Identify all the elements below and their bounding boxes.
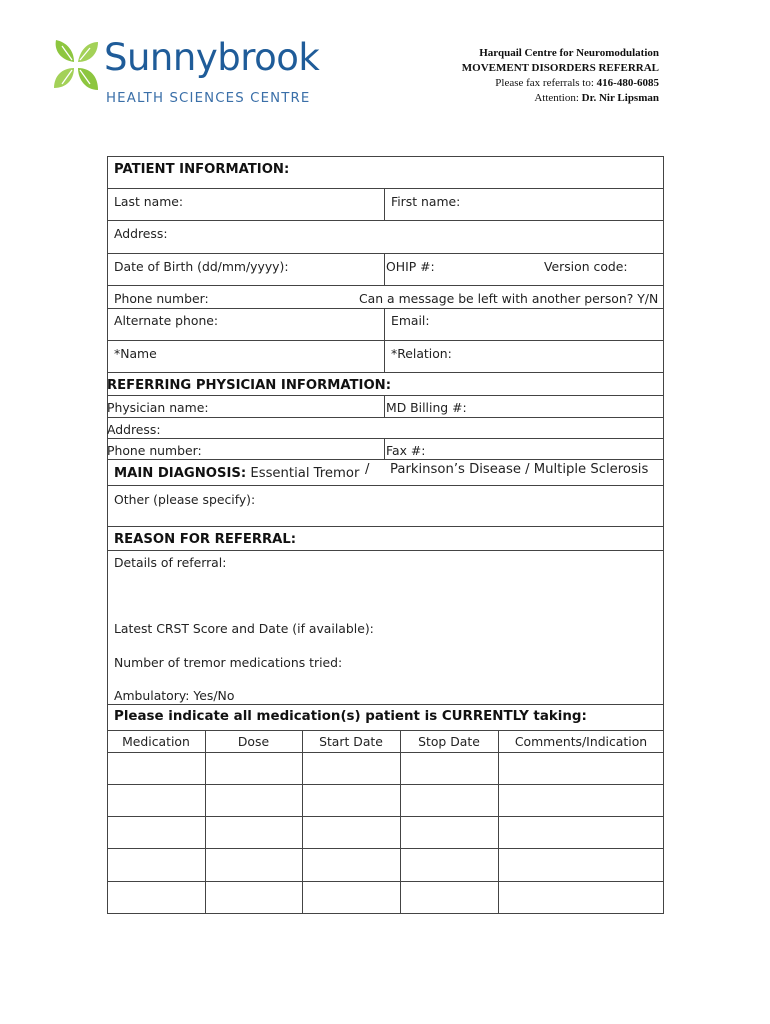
- row-divider: [107, 816, 664, 817]
- row-divider: [107, 459, 664, 460]
- physician-name-field[interactable]: Physician name:: [107, 400, 209, 415]
- physician-phone-field[interactable]: Phone number:: [107, 443, 202, 458]
- col-divider: [384, 253, 385, 285]
- referral-details-field[interactable]: Details of referral:: [114, 555, 227, 570]
- row-divider: [107, 704, 664, 705]
- physician-address-field[interactable]: Address:: [107, 422, 161, 437]
- col-divider: [205, 730, 206, 913]
- referral-header: [462, 46, 659, 106]
- row-divider: [107, 417, 664, 418]
- logo-wordmark: Sunnybrook: [104, 36, 320, 79]
- col-header-medication: Medication: [122, 734, 190, 749]
- col-divider: [384, 395, 385, 417]
- patient-address-field[interactable]: Address:: [114, 226, 168, 241]
- form-border-right: [663, 156, 664, 914]
- col-divider: [498, 730, 499, 913]
- row-divider: [107, 253, 664, 254]
- first-name-field[interactable]: First name:: [391, 194, 461, 209]
- col-header-start-date: Start Date: [319, 734, 383, 749]
- main-diagnosis-row: [114, 462, 359, 481]
- patient-info-heading: PATIENT INFORMATION:: [114, 162, 290, 177]
- form-border-bottom: [107, 913, 664, 914]
- attention-name: Dr. Nir Lipsman: [581, 92, 659, 104]
- row-divider: [107, 752, 664, 753]
- col-divider: [384, 188, 385, 220]
- row-divider: [107, 372, 664, 373]
- col-header-stop-date: Stop Date: [418, 734, 480, 749]
- row-divider: [107, 188, 664, 189]
- fax-label: Please fax referrals to:: [495, 77, 597, 89]
- row-divider: [107, 220, 664, 221]
- row-divider: [107, 550, 664, 551]
- contact-relation-field[interactable]: *Relation:: [391, 346, 452, 361]
- row-divider: [107, 526, 664, 527]
- col-header-comments: Comments/Indication: [514, 734, 648, 749]
- ohip-field[interactable]: OHIP #:: [386, 259, 435, 274]
- row-divider: [107, 438, 664, 439]
- row-divider: [107, 395, 664, 396]
- version-code-field[interactable]: Version code:: [544, 259, 628, 274]
- row-divider: [107, 308, 664, 309]
- col-divider: [384, 308, 385, 372]
- last-name-field[interactable]: Last name:: [114, 194, 184, 209]
- col-divider: [400, 730, 401, 913]
- message-question[interactable]: Can a message be left with another person? Y/N: [359, 291, 659, 306]
- col-divider: [302, 730, 303, 913]
- row-divider: [107, 730, 664, 731]
- ambulatory-field[interactable]: Ambulatory: Yes/No: [114, 688, 235, 703]
- logo-subtitle: HEALTH SCIENCES CENTRE: [106, 91, 311, 106]
- row-divider: [107, 881, 664, 882]
- crst-score-field[interactable]: Latest CRST Score and Date (if available):: [114, 621, 374, 636]
- leaf-cluster-icon: [52, 38, 100, 92]
- contact-name-field[interactable]: *Name: [114, 346, 157, 361]
- diagnosis-separator: /: [365, 462, 370, 477]
- tremor-meds-field[interactable]: Number of tremor medications tried:: [114, 655, 343, 670]
- alternate-phone-field[interactable]: Alternate phone:: [114, 313, 219, 328]
- col-header-dose: Dose: [237, 734, 270, 749]
- col-divider: [384, 438, 385, 459]
- form-border-left: [107, 156, 108, 914]
- main-diagnosis-label: MAIN DIAGNOSIS:: [114, 466, 247, 481]
- diagnosis-option-essential-tremor[interactable]: Essential Tremor: [246, 466, 360, 481]
- attention-label: Attention:: [534, 92, 582, 104]
- email-field[interactable]: Email:: [391, 313, 430, 328]
- row-divider: [107, 485, 664, 486]
- row-divider: [107, 285, 664, 286]
- form-border-top: [107, 156, 664, 157]
- physician-info-heading: REFERRING PHYSICIAN INFORMATION:: [107, 378, 391, 393]
- diagnosis-options-pd-ms[interactable]: Parkinson’s Disease / Multiple Sclerosis: [390, 462, 649, 477]
- reason-heading: REASON FOR REFERRAL:: [114, 532, 297, 547]
- row-divider: [107, 848, 664, 849]
- fax-number: 416-480-6085: [596, 77, 659, 89]
- form-title: MOVEMENT DISORDERS REFERRAL: [461, 62, 659, 74]
- patient-phone-field[interactable]: Phone number:: [114, 291, 209, 306]
- fax-field[interactable]: Fax #:: [386, 443, 426, 458]
- medications-heading: Please indicate all medication(s) patient is CURRENTLY taking:: [114, 709, 587, 724]
- md-billing-field[interactable]: MD Billing #:: [386, 400, 467, 415]
- centre-name: Harquail Centre for Neuromodulation: [479, 47, 659, 59]
- sunnybrook-logo: [52, 38, 322, 114]
- row-divider: [107, 340, 664, 341]
- diagnosis-other-field[interactable]: Other (please specify):: [114, 492, 256, 507]
- dob-field[interactable]: Date of Birth (dd/mm/yyyy):: [114, 259, 289, 274]
- row-divider: [107, 784, 664, 785]
